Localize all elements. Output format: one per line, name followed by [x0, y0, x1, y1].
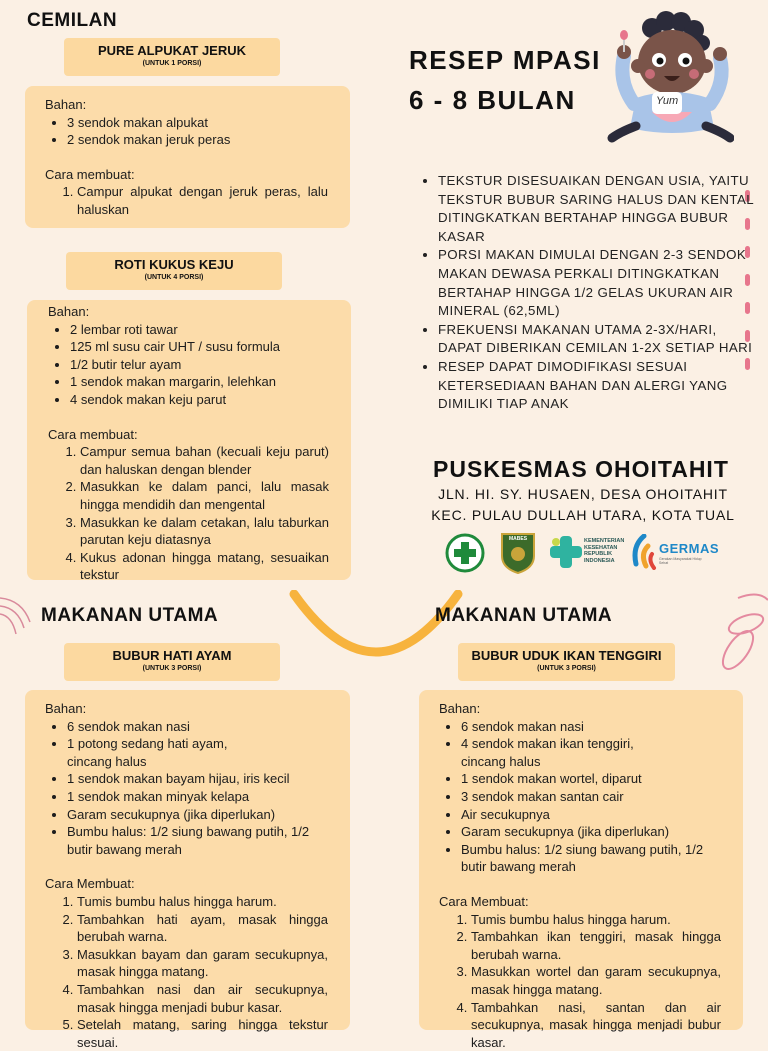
ingredient-item: • Bumbu halus: 1/2 siung bawang putih, 1/2 butir bawang merah: [67, 823, 328, 858]
ingredient-item: • 3 sendok makan santan cair: [461, 788, 721, 806]
step-item: 4. Tambahkan nasi, santan dan air secukupnya, masak hingga menjadi bubur kasar.: [471, 999, 721, 1051]
puskesmas-name: PUSKESMAS OHOITAHIT: [433, 456, 729, 483]
snack-section-title: CEMILAN: [27, 10, 117, 32]
info-item: • PORSI MAKAN DIMULAI DENGAN 2-3 SENDOK MAKAN DEWASA PERKALI DITINGKATKAN BERTAHAP HINGGA 1/2 GELAS UKURAN AIR MINERAL (62,5ML): [438, 246, 756, 320]
steps-label: Cara Membuat:: [45, 875, 328, 893]
recipe-card: [419, 690, 743, 1030]
recipe-card: [25, 690, 350, 1030]
recipe-card: [27, 300, 351, 580]
ingredient-item: • 1/2 butir telur ayam: [70, 356, 329, 374]
ingredient-item: • 2 lembar roti tawar: [70, 321, 329, 339]
ingredient-item: • Air secukupnya: [461, 806, 721, 824]
info-item: • RESEP DAPAT DIMODIFIKASI SESUAI KETERSEDIAAN BAHAN DAN ALERGI YANG DIMILIKI TIAP ANAK: [438, 358, 756, 414]
ingredient-item: • Garam secukupnya (jika diperlukan): [67, 806, 328, 824]
puskesmas-address-line1: JLN. HI. SY. HUSAEN, DESA OHOITAHIT: [418, 484, 748, 505]
ingredients-list: [45, 114, 328, 149]
step-item: 1. Campur alpukat dengan jeruk peras, lalu haluskan: [77, 183, 328, 218]
ingredient-item: • 4 sendok makan keju parut: [70, 391, 329, 409]
germas-logo-mark: [628, 534, 658, 570]
recipe-name: BUBUR UDUK IKAN TENGGIRI: [458, 643, 675, 663]
germas-logo-text: GERMAS: [659, 541, 719, 556]
step-item: 2. Tambahkan ikan tenggiri, masak hingga berubah warna.: [471, 928, 721, 963]
page-title-line2: 6 - 8 BULAN: [409, 80, 576, 120]
steps-list: [45, 893, 328, 1051]
step-item: 3. Masukkan wortel dan garam secukupnya, masak hingga matang.: [471, 963, 721, 998]
step-item: 1. Tumis bumbu halus hingga harum.: [77, 893, 328, 911]
ingredients-list: [45, 718, 328, 859]
step-item: 1. Campur semua bahan (kecuali keju parut) dan haluskan dengan blender: [80, 443, 329, 478]
steps-label: Cara membuat:: [48, 426, 329, 444]
recipe-name: ROTI KUKUS KEJU: [66, 252, 282, 272]
recipe-portion: (UNTUK 3 PORSI): [64, 665, 280, 672]
army-badge-text: MABES: [504, 536, 532, 542]
ingredient-item: [67, 735, 328, 770]
recipe-portion: (UNTUK 3 PORSI): [458, 665, 675, 672]
puskesmas-logo: [445, 533, 485, 573]
decorative-pink-lines-left: [0, 592, 44, 642]
ingredient-item: • 6 sendok makan nasi: [461, 718, 721, 736]
step-item: 4. Tambahkan nasi dan air secukupnya, masak hingga menjadi bubur kasar.: [77, 981, 328, 1016]
ingredients-list: [439, 718, 721, 876]
kemenkes-logo: [548, 534, 584, 570]
step-item: 3. Masukkan ke dalam cetakan, lalu taburkan parutan keju diatasnya: [80, 514, 329, 549]
recipe-portion: (UNTUK 1 PORSI): [64, 60, 280, 67]
step-item: 4. Kukus adonan hingga matang, sesuaikan tekstur: [80, 549, 329, 584]
recipe-name: PURE ALPUKAT JERUK: [64, 38, 280, 58]
recipe-card: [25, 86, 350, 228]
recipe-title-pill: [64, 38, 280, 76]
baby-bowl-label: Yum: [656, 95, 678, 107]
ingredient-item: • 1 sendok makan wortel, diparut: [461, 770, 721, 788]
recipe-title-pill: [458, 643, 675, 681]
info-list: [418, 172, 756, 414]
recipe-portion: (UNTUK 4 PORSI): [66, 274, 282, 281]
decorative-arc: [288, 590, 464, 670]
germas-logo-subtext: Gerakan Masyarakat Hidup Sehat: [659, 557, 709, 565]
decorative-pink-blobs-right: [698, 588, 768, 678]
ingredients-list: [48, 321, 329, 409]
recipe-title-pill: [64, 643, 280, 681]
ingredient-item: • 2 sendok makan jeruk peras: [67, 131, 328, 149]
steps-list: [45, 183, 328, 218]
step-item: 3. Masukkan bayam dan garam secukupnya, masak hingga matang.: [77, 946, 328, 981]
ingredient-item: • 1 sendok makan margarin, lelehkan: [70, 373, 329, 391]
kemenkes-logo-text: KEMENTERIAN KESEHATAN REPUBLIK INDONESIA: [584, 538, 628, 564]
ingredient-item: [461, 735, 721, 770]
ingredient-text: 1 potong sedang hati ayam, cincang halus: [67, 736, 227, 769]
step-item: 2. Tambahkan hati ayam, masak hingga berubah warna.: [77, 911, 328, 946]
baby-illustration: [606, 8, 734, 146]
page-title-line1: RESEP MPASI: [409, 40, 601, 80]
info-item: • FREKUENSI MAKANAN UTAMA 2-3X/HARI, DAPAT DIBERIKAN CEMILAN 1-2X SETIAP HARI: [438, 321, 756, 358]
ingredient-item: • 125 ml susu cair UHT / susu formula: [70, 338, 329, 356]
recipe-name: BUBUR HATI AYAM: [64, 643, 280, 663]
ingredient-item: • 1 sendok makan bayam hijau, iris kecil: [67, 770, 328, 788]
ingredient-item: • Bumbu halus: 1/2 siung bawang putih, 1/2 butir bawang merah: [461, 841, 721, 876]
main-section-title-left: MAKANAN UTAMA: [41, 605, 218, 627]
main-section-title-right: MAKANAN UTAMA: [435, 605, 612, 627]
ingredient-item: • 6 sendok makan nasi: [67, 718, 328, 736]
ingredients-label: Bahan:: [48, 303, 329, 321]
ingredient-item: • 3 sendok makan alpukat: [67, 114, 328, 132]
steps-label: Cara membuat:: [45, 166, 328, 184]
recipe-title-pill: [66, 252, 282, 290]
ingredient-text: 4 sendok makan ikan tenggiri, cincang halus: [461, 736, 634, 769]
steps-label: Cara Membuat:: [439, 893, 721, 911]
ingredients-label: Bahan:: [45, 700, 328, 718]
ingredients-label: Bahan:: [45, 96, 328, 114]
ingredients-label: Bahan:: [439, 700, 721, 718]
ingredient-item: • Garam secukupnya (jika diperlukan): [461, 823, 721, 841]
info-item: • TEKSTUR DISESUAIKAN DENGAN USIA, YAITU TEKSTUR BUBUR SARING HALUS DAN KENTAL DITINGKATKAN BERTAHAP HINGGA BUBUR KASAR: [438, 172, 756, 246]
ingredient-item: • 1 sendok makan minyak kelapa: [67, 788, 328, 806]
step-item: 2. Masukkan ke dalam panci, lalu masak hingga mendidih dan mengental: [80, 478, 329, 513]
step-item: 1. Tumis bumbu halus hingga harum.: [471, 911, 721, 929]
step-item: 5. Setelah matang, saring hingga tekstur sesuai.: [77, 1016, 328, 1051]
steps-list: [48, 443, 329, 584]
steps-list: [439, 911, 721, 1051]
puskesmas-address-line2: KEC. PULAU DULLAH UTARA, KOTA TUAL: [418, 505, 748, 526]
